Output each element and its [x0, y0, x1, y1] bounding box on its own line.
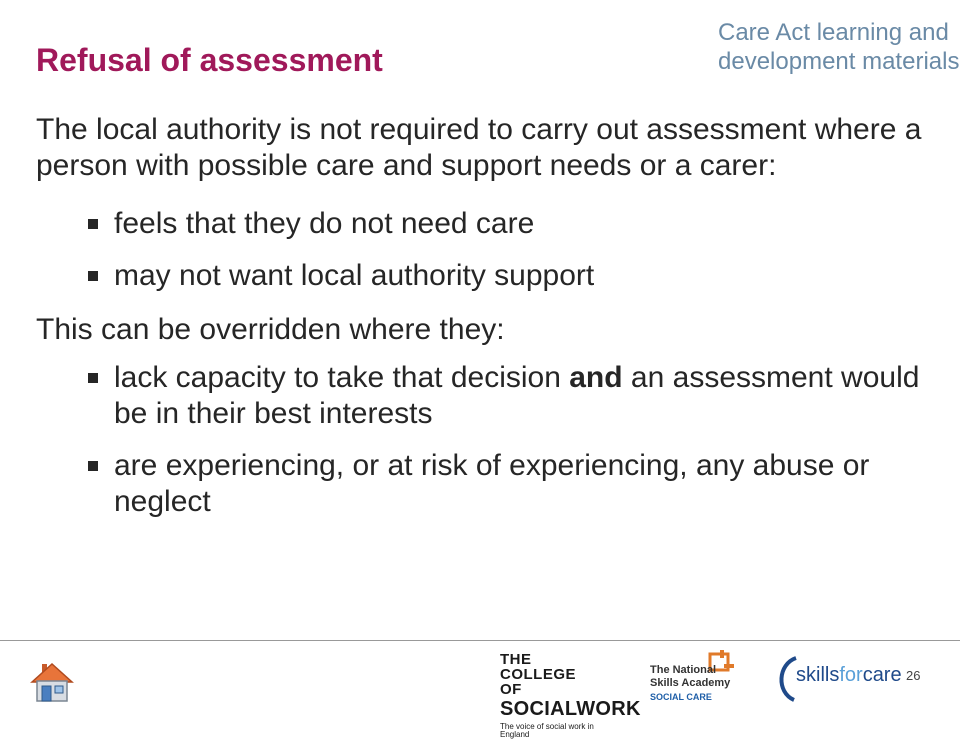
list-item	[36, 258, 926, 294]
square-bullet-icon	[88, 461, 98, 471]
brand-header	[718, 18, 959, 76]
skills-for-care-wordmark	[796, 664, 902, 687]
bullet-text-bold: and	[569, 361, 623, 394]
college-logo-line-2: SOCIALWORK	[500, 698, 641, 720]
brand-line-2: development materials	[718, 48, 960, 75]
sfc-skills: skills	[796, 664, 840, 686]
footer-divider	[0, 640, 960, 641]
slide-title: Refusal of assessment	[36, 42, 383, 78]
list-item	[36, 448, 926, 520]
square-bullet-icon	[88, 271, 98, 281]
national-skills-academy-logo	[650, 650, 750, 710]
list-item	[36, 206, 926, 242]
skills-for-care-logo	[774, 654, 904, 704]
brand-line-1: Care Act learning and	[718, 19, 949, 46]
intro-paragraph: The local authority is not required to carry out assessment where a person with possible care and support needs or a carer:	[36, 113, 922, 182]
bullet-text: feels that they do not need care	[114, 207, 535, 240]
bullet-text-before: lack capacity to take that decision	[114, 361, 570, 394]
nsa-line-1: The National	[650, 664, 717, 676]
college-logo-line-1: THE COLLEGE OF	[500, 651, 577, 698]
square-bullet-icon	[88, 373, 98, 383]
list-item	[36, 360, 926, 432]
college-logo-tagline: The voice of social work in England	[500, 722, 594, 739]
home-icon-graphic	[28, 658, 76, 706]
home-icon[interactable]	[28, 658, 76, 706]
refusal-bullet-list	[36, 206, 926, 294]
override-paragraph: This can be overridden where they:	[36, 313, 505, 346]
override-bullet-list	[36, 360, 926, 520]
sfc-for: for	[839, 664, 863, 686]
bullet-text-after: an assessment would be in their best interests	[114, 361, 920, 430]
slide-body	[36, 112, 926, 538]
bullet-text: may not want local authority support	[114, 259, 595, 292]
square-bullet-icon	[88, 219, 98, 229]
college-of-social-work-logo	[500, 651, 641, 739]
nsa-line-2: Skills Academy	[650, 677, 731, 689]
page-number: 26	[906, 668, 921, 683]
nsa-line-3: SOCIAL CARE	[650, 692, 712, 702]
sfc-care: care	[862, 664, 902, 686]
bullet-text: are experiencing, or at risk of experiencing, any abuse or neglect	[114, 449, 870, 518]
